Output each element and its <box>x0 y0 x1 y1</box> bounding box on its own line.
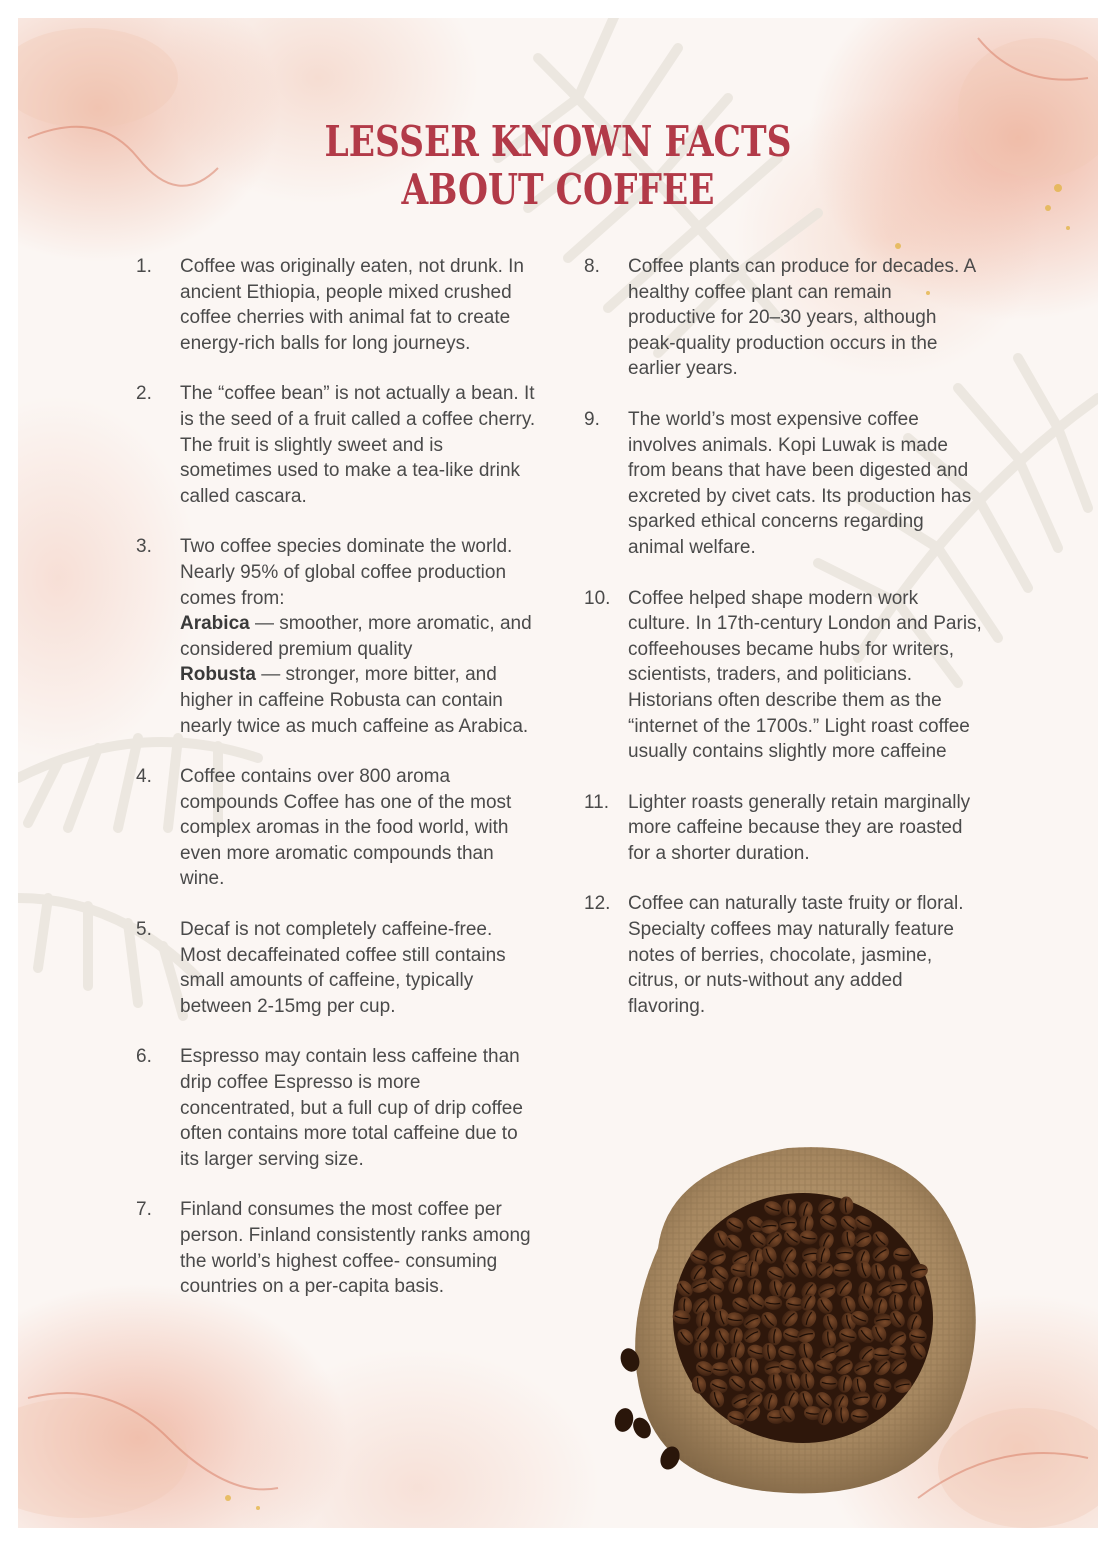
fact-number: 8. <box>584 256 600 277</box>
fact-text: Decaf is not completely caffeine-free. Most decaffeinated coffee still contains small amounts of caffeine, typically between 2-15mg per cup. <box>180 919 506 1017</box>
fact-text: Coffee plants can produce for decades. A healthy coffee plant can remain productive for 20–30 years, although peak-quality production occurs in the earlier years. <box>628 256 976 380</box>
fact-text <box>180 534 536 739</box>
fact-item-6 <box>136 1044 536 1172</box>
facts-list-left <box>136 254 536 1325</box>
fact-item-5 <box>136 917 536 1019</box>
fact-item-8 <box>584 254 984 382</box>
fact-text: Lighter roasts generally retain marginally more caffeine because they are roasted for a shorter duration. <box>628 791 971 864</box>
fact-text: Coffee contains over 800 aroma compounds Coffee has one of the most complex aromas in the food world, with even more aromatic compounds than wine. <box>180 766 512 890</box>
fact-text: The world’s most expensive coffee involves animals. Kopi Luwak is made from beans that have been digested and excreted by civet cats. Its production has sparked ethical concerns regarding animal welfare. <box>628 408 972 558</box>
fact-number: 9. <box>584 408 600 430</box>
fact-item-10 <box>584 586 984 765</box>
arabica-description: — smoother, more aromatic, and considered premium quality <box>180 613 532 660</box>
fact-item-12 <box>584 891 984 1019</box>
coffee-bean-sack-icon <box>598 1128 998 1508</box>
robusta-description: — stronger, more bitter, and higher in caffeine Robusta can contain nearly twice as much caffeine as Arabica. <box>180 664 529 737</box>
arabica-term: Arabica <box>180 613 250 635</box>
fact-text: Coffee can naturally taste fruity or floral. Specialty coffees may naturally feature notes of berries, chocolate, jasmine, citrus, or nuts-without any added flavoring. <box>628 893 964 1017</box>
fact-item-3 <box>136 534 536 739</box>
fact-item-9 <box>584 407 984 561</box>
fact-number: 4. <box>136 766 152 788</box>
fact-item-2 <box>136 381 536 509</box>
fact-number: 6. <box>136 1046 152 1068</box>
fact-item-1 <box>136 254 536 356</box>
fact-number: 2. <box>136 383 152 405</box>
fact-text: The “coffee bean” is not actually a bean. It is the seed of a fruit called a coffee cherry. The fruit is slightly sweet and is sometimes used to make a tea-like drink called cascara. <box>180 383 536 507</box>
title-line-1: LESSER KNOWN FACTS <box>324 117 792 166</box>
facts-page <box>18 18 1098 1528</box>
facts-list-right <box>584 254 984 1044</box>
fact-intro: Two coffee species dominate the world. Nearly 95% of global coffee production comes from: <box>180 536 513 609</box>
fact-text: Coffee was originally eaten, not drunk. In ancient Ethiopia, people mixed crushed coffee cherries with animal fat to create energy-rich balls for long journeys. <box>180 256 524 354</box>
fact-number: 7. <box>136 1199 152 1221</box>
fact-number: 12. <box>584 893 611 915</box>
fact-number: 11. <box>584 791 610 813</box>
fact-number: 5. <box>136 919 152 941</box>
fact-number: 1. <box>136 256 152 277</box>
fact-item-4 <box>136 764 536 892</box>
fact-text: Espresso may contain less caffeine than drip coffee Espresso is more concentrated, but a full cup of drip coffee often contains more total caffeine due to its larger serving size. <box>180 1046 523 1170</box>
robusta-term: Robusta <box>180 664 256 686</box>
fact-number: 10. <box>584 587 611 609</box>
fact-text: Finland consumes the most coffee per person. Finland consistently ranks among the world’s highest coffee- consuming countries on a per-capita basis. <box>180 1199 531 1298</box>
title-line-2: ABOUT COFFEE <box>401 165 715 214</box>
fact-item-11 <box>584 790 984 867</box>
fact-item-7 <box>136 1197 536 1299</box>
fact-text: Coffee helped shape modern work culture. In 17th-century London and Paris, coffeehouses became hubs for writers, scientists, traders, and politicians. Historians often describe them as the “internet of the 1700s.” Light roast coffee usually contains slightly more caffeine <box>628 587 982 763</box>
page-title <box>115 118 1001 214</box>
fact-number: 3. <box>136 536 152 558</box>
